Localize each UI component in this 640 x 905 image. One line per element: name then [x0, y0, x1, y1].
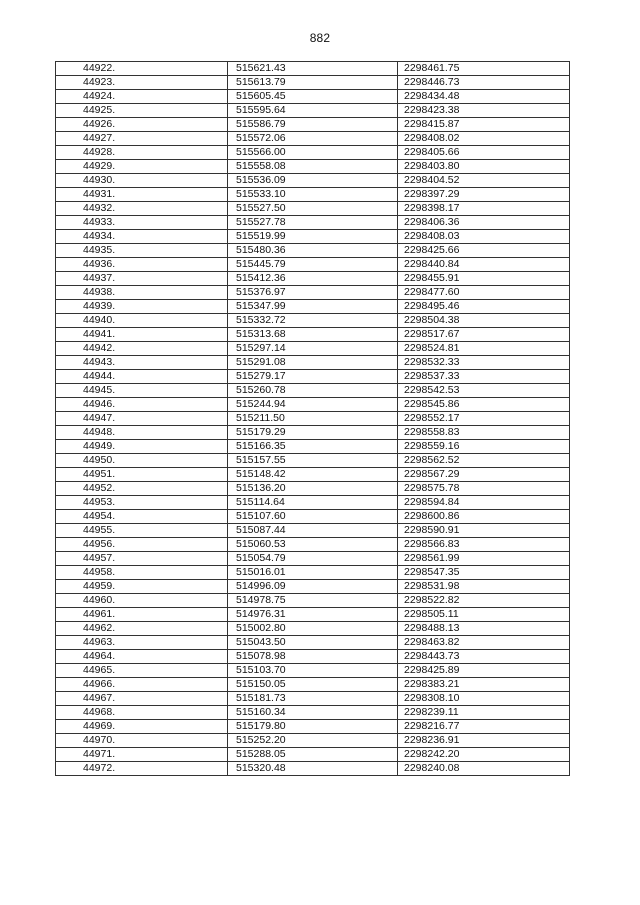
x-coordinate-cell: 515536.09 — [228, 174, 398, 188]
x-coordinate-cell: 515297.14 — [228, 342, 398, 356]
point-number-cell: 44946. — [56, 398, 228, 412]
table-row — [56, 636, 570, 650]
table-row — [56, 566, 570, 580]
table-row — [56, 650, 570, 664]
y-coordinate-cell: 2298440.84 — [398, 258, 570, 272]
y-coordinate-cell: 2298398.17 — [398, 202, 570, 216]
point-number-cell: 44968. — [56, 706, 228, 720]
table-row — [56, 692, 570, 706]
table-row — [56, 622, 570, 636]
table-row — [56, 216, 570, 230]
x-coordinate-cell: 515060.53 — [228, 538, 398, 552]
table-row — [56, 594, 570, 608]
point-number-cell: 44951. — [56, 468, 228, 482]
y-coordinate-cell: 2298517.67 — [398, 328, 570, 342]
y-coordinate-cell: 2298559.16 — [398, 440, 570, 454]
y-coordinate-cell: 2298558.83 — [398, 426, 570, 440]
point-number-cell: 44967. — [56, 692, 228, 706]
table-row — [56, 664, 570, 678]
y-coordinate-cell: 2298488.13 — [398, 622, 570, 636]
x-coordinate-cell: 515160.34 — [228, 706, 398, 720]
x-coordinate-cell: 515148.42 — [228, 468, 398, 482]
point-number-cell: 44958. — [56, 566, 228, 580]
y-coordinate-cell: 2298566.83 — [398, 538, 570, 552]
point-number-cell: 44931. — [56, 188, 228, 202]
point-number-cell: 44948. — [56, 426, 228, 440]
y-coordinate-cell: 2298415.87 — [398, 118, 570, 132]
point-number-cell: 44964. — [56, 650, 228, 664]
table-row — [56, 104, 570, 118]
x-coordinate-cell: 515244.94 — [228, 398, 398, 412]
page-number: 882 — [309, 31, 331, 45]
point-number-cell: 44953. — [56, 496, 228, 510]
table-row — [56, 132, 570, 146]
x-coordinate-cell: 515605.45 — [228, 90, 398, 104]
y-coordinate-cell: 2298434.48 — [398, 90, 570, 104]
coordinates-table-body — [56, 62, 570, 776]
y-coordinate-cell: 2298308.10 — [398, 692, 570, 706]
point-number-cell: 44952. — [56, 482, 228, 496]
table-row — [56, 174, 570, 188]
table-row — [56, 720, 570, 734]
point-number-cell: 44961. — [56, 608, 228, 622]
y-coordinate-cell: 2298600.86 — [398, 510, 570, 524]
x-coordinate-cell: 515288.05 — [228, 748, 398, 762]
y-coordinate-cell: 2298537.33 — [398, 370, 570, 384]
x-coordinate-cell: 515150.05 — [228, 678, 398, 692]
y-coordinate-cell: 2298408.03 — [398, 230, 570, 244]
x-coordinate-cell: 515078.98 — [228, 650, 398, 664]
table-row — [56, 552, 570, 566]
table-row — [56, 160, 570, 174]
x-coordinate-cell: 515412.36 — [228, 272, 398, 286]
table-row — [56, 440, 570, 454]
y-coordinate-cell: 2298547.35 — [398, 566, 570, 580]
point-number-cell: 44944. — [56, 370, 228, 384]
y-coordinate-cell: 2298542.53 — [398, 384, 570, 398]
x-coordinate-cell: 515566.00 — [228, 146, 398, 160]
y-coordinate-cell: 2298408.02 — [398, 132, 570, 146]
x-coordinate-cell: 515527.78 — [228, 216, 398, 230]
point-number-cell: 44925. — [56, 104, 228, 118]
y-coordinate-cell: 2298594.84 — [398, 496, 570, 510]
table-row — [56, 482, 570, 496]
point-number-cell: 44927. — [56, 132, 228, 146]
point-number-cell: 44957. — [56, 552, 228, 566]
point-number-cell: 44947. — [56, 412, 228, 426]
point-number-cell: 44954. — [56, 510, 228, 524]
x-coordinate-cell: 515519.99 — [228, 230, 398, 244]
table-row — [56, 678, 570, 692]
x-coordinate-cell: 515613.79 — [228, 76, 398, 90]
x-coordinate-cell: 515480.36 — [228, 244, 398, 258]
y-coordinate-cell: 2298575.78 — [398, 482, 570, 496]
y-coordinate-cell: 2298406.36 — [398, 216, 570, 230]
point-number-cell: 44922. — [56, 62, 228, 76]
y-coordinate-cell: 2298532.33 — [398, 356, 570, 370]
point-number-cell: 44970. — [56, 734, 228, 748]
point-number-cell: 44949. — [56, 440, 228, 454]
table-row — [56, 230, 570, 244]
table-row — [56, 454, 570, 468]
table-row — [56, 258, 570, 272]
point-number-cell: 44959. — [56, 580, 228, 594]
x-coordinate-cell: 515621.43 — [228, 62, 398, 76]
y-coordinate-cell: 2298425.89 — [398, 664, 570, 678]
table-row — [56, 734, 570, 748]
point-number-cell: 44937. — [56, 272, 228, 286]
x-coordinate-cell: 515157.55 — [228, 454, 398, 468]
y-coordinate-cell: 2298446.73 — [398, 76, 570, 90]
table-row — [56, 300, 570, 314]
y-coordinate-cell: 2298423.38 — [398, 104, 570, 118]
x-coordinate-cell: 515114.64 — [228, 496, 398, 510]
table-row — [56, 370, 570, 384]
table-row — [56, 286, 570, 300]
x-coordinate-cell: 515445.79 — [228, 258, 398, 272]
point-number-cell: 44936. — [56, 258, 228, 272]
point-number-cell: 44929. — [56, 160, 228, 174]
table-row — [56, 496, 570, 510]
table-row — [56, 342, 570, 356]
y-coordinate-cell: 2298495.46 — [398, 300, 570, 314]
y-coordinate-cell: 2298404.52 — [398, 174, 570, 188]
point-number-cell: 44939. — [56, 300, 228, 314]
x-coordinate-cell: 515179.29 — [228, 426, 398, 440]
y-coordinate-cell: 2298397.29 — [398, 188, 570, 202]
table-row — [56, 314, 570, 328]
table-row — [56, 608, 570, 622]
x-coordinate-cell: 515252.20 — [228, 734, 398, 748]
x-coordinate-cell: 515558.08 — [228, 160, 398, 174]
point-number-cell: 44972. — [56, 762, 228, 776]
point-number-cell: 44938. — [56, 286, 228, 300]
y-coordinate-cell: 2298590.91 — [398, 524, 570, 538]
y-coordinate-cell: 2298240.08 — [398, 762, 570, 776]
x-coordinate-cell: 515279.17 — [228, 370, 398, 384]
point-number-cell: 44940. — [56, 314, 228, 328]
point-number-cell: 44955. — [56, 524, 228, 538]
x-coordinate-cell: 514978.75 — [228, 594, 398, 608]
table-row — [56, 510, 570, 524]
point-number-cell: 44941. — [56, 328, 228, 342]
point-number-cell: 44945. — [56, 384, 228, 398]
y-coordinate-cell: 2298242.20 — [398, 748, 570, 762]
y-coordinate-cell: 2298405.66 — [398, 146, 570, 160]
y-coordinate-cell: 2298455.91 — [398, 272, 570, 286]
point-number-cell: 44963. — [56, 636, 228, 650]
x-coordinate-cell: 515533.10 — [228, 188, 398, 202]
x-coordinate-cell: 515313.68 — [228, 328, 398, 342]
y-coordinate-cell: 2298383.21 — [398, 678, 570, 692]
point-number-cell: 44971. — [56, 748, 228, 762]
x-coordinate-cell: 515166.35 — [228, 440, 398, 454]
y-coordinate-cell: 2298552.17 — [398, 412, 570, 426]
table-row — [56, 706, 570, 720]
x-coordinate-cell: 515347.99 — [228, 300, 398, 314]
table-row — [56, 398, 570, 412]
x-coordinate-cell: 514996.09 — [228, 580, 398, 594]
table-row — [56, 524, 570, 538]
table-row — [56, 76, 570, 90]
table-row — [56, 412, 570, 426]
y-coordinate-cell: 2298239.11 — [398, 706, 570, 720]
point-number-cell: 44950. — [56, 454, 228, 468]
table-row — [56, 748, 570, 762]
x-coordinate-cell: 515103.70 — [228, 664, 398, 678]
point-number-cell: 44934. — [56, 230, 228, 244]
x-coordinate-cell: 515181.73 — [228, 692, 398, 706]
point-number-cell: 44943. — [56, 356, 228, 370]
x-coordinate-cell: 515595.64 — [228, 104, 398, 118]
point-number-cell: 44932. — [56, 202, 228, 216]
point-number-cell: 44956. — [56, 538, 228, 552]
point-number-cell: 44962. — [56, 622, 228, 636]
x-coordinate-cell: 515136.20 — [228, 482, 398, 496]
table-row — [56, 384, 570, 398]
x-coordinate-cell: 515043.50 — [228, 636, 398, 650]
point-number-cell: 44923. — [56, 76, 228, 90]
y-coordinate-cell: 2298522.82 — [398, 594, 570, 608]
y-coordinate-cell: 2298505.11 — [398, 608, 570, 622]
point-number-cell: 44942. — [56, 342, 228, 356]
table-row — [56, 426, 570, 440]
table-row — [56, 188, 570, 202]
point-number-cell: 44924. — [56, 90, 228, 104]
table-row — [56, 146, 570, 160]
x-coordinate-cell: 515586.79 — [228, 118, 398, 132]
x-coordinate-cell: 515087.44 — [228, 524, 398, 538]
y-coordinate-cell: 2298504.38 — [398, 314, 570, 328]
y-coordinate-cell: 2298236.91 — [398, 734, 570, 748]
x-coordinate-cell: 515332.72 — [228, 314, 398, 328]
y-coordinate-cell: 2298216.77 — [398, 720, 570, 734]
y-coordinate-cell: 2298463.82 — [398, 636, 570, 650]
x-coordinate-cell: 515002.80 — [228, 622, 398, 636]
point-number-cell: 44969. — [56, 720, 228, 734]
table-row — [56, 272, 570, 286]
point-number-cell: 44926. — [56, 118, 228, 132]
x-coordinate-cell: 514976.31 — [228, 608, 398, 622]
x-coordinate-cell: 515179.80 — [228, 720, 398, 734]
y-coordinate-cell: 2298524.81 — [398, 342, 570, 356]
table-row — [56, 62, 570, 76]
y-coordinate-cell: 2298461.75 — [398, 62, 570, 76]
point-number-cell: 44965. — [56, 664, 228, 678]
x-coordinate-cell: 515260.78 — [228, 384, 398, 398]
x-coordinate-cell: 515527.50 — [228, 202, 398, 216]
x-coordinate-cell: 515016.01 — [228, 566, 398, 580]
coordinates-table — [55, 61, 570, 776]
point-number-cell: 44966. — [56, 678, 228, 692]
table-row — [56, 118, 570, 132]
y-coordinate-cell: 2298443.73 — [398, 650, 570, 664]
table-row — [56, 762, 570, 776]
x-coordinate-cell: 515211.50 — [228, 412, 398, 426]
y-coordinate-cell: 2298403.80 — [398, 160, 570, 174]
y-coordinate-cell: 2298567.29 — [398, 468, 570, 482]
table-row — [56, 244, 570, 258]
x-coordinate-cell: 515107.60 — [228, 510, 398, 524]
table-row — [56, 90, 570, 104]
y-coordinate-cell: 2298545.86 — [398, 398, 570, 412]
y-coordinate-cell: 2298561.99 — [398, 552, 570, 566]
point-number-cell: 44933. — [56, 216, 228, 230]
y-coordinate-cell: 2298531.98 — [398, 580, 570, 594]
table-row — [56, 580, 570, 594]
table-row — [56, 202, 570, 216]
x-coordinate-cell: 515572.06 — [228, 132, 398, 146]
point-number-cell: 44935. — [56, 244, 228, 258]
point-number-cell: 44930. — [56, 174, 228, 188]
table-row — [56, 538, 570, 552]
x-coordinate-cell: 515291.08 — [228, 356, 398, 370]
x-coordinate-cell: 515376.97 — [228, 286, 398, 300]
x-coordinate-cell: 515320.48 — [228, 762, 398, 776]
table-row — [56, 468, 570, 482]
y-coordinate-cell: 2298477.60 — [398, 286, 570, 300]
table-row — [56, 356, 570, 370]
y-coordinate-cell: 2298562.52 — [398, 454, 570, 468]
table-row — [56, 328, 570, 342]
y-coordinate-cell: 2298425.66 — [398, 244, 570, 258]
point-number-cell: 44960. — [56, 594, 228, 608]
x-coordinate-cell: 515054.79 — [228, 552, 398, 566]
point-number-cell: 44928. — [56, 146, 228, 160]
